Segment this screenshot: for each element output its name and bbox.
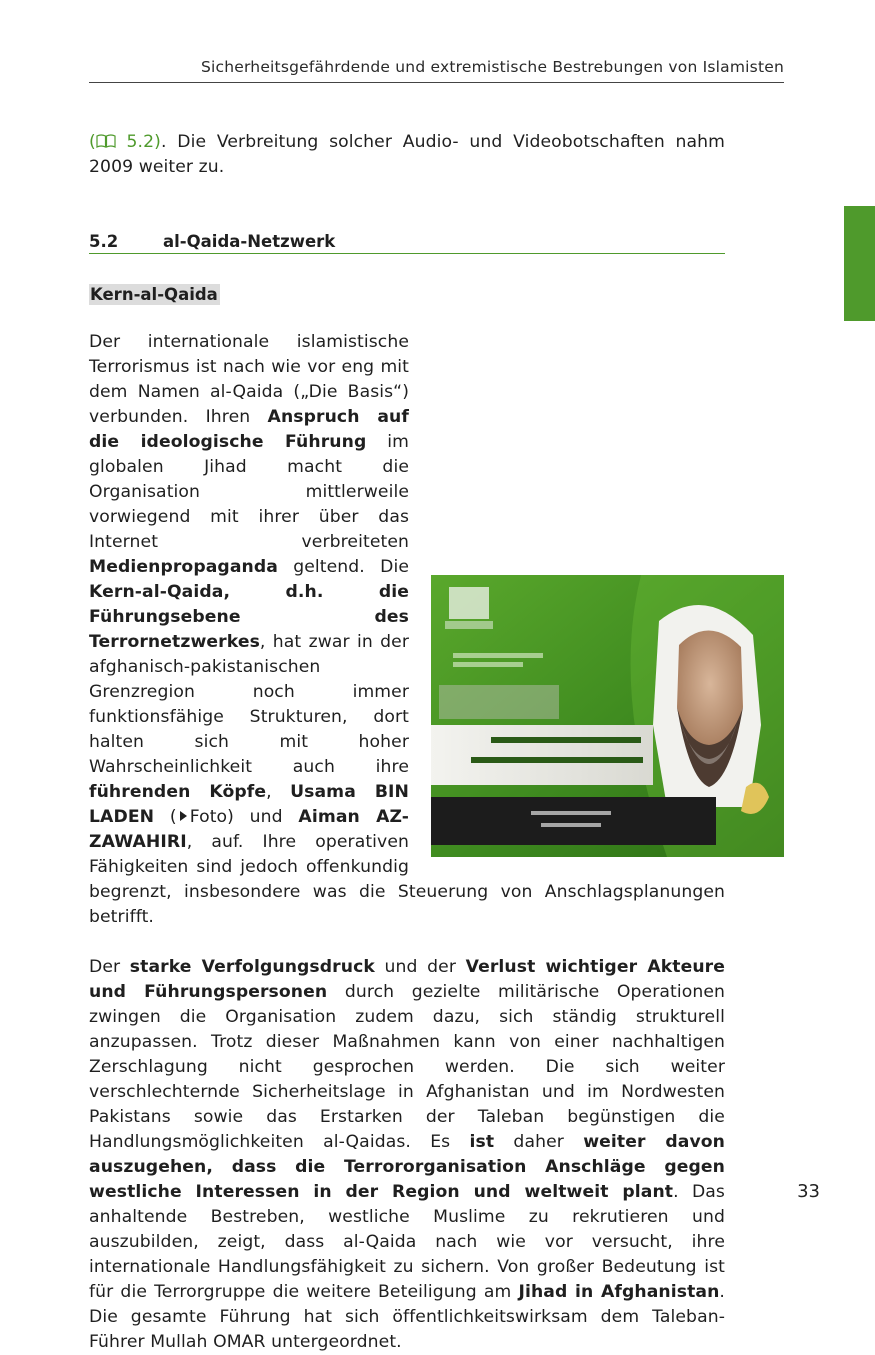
book-icon — [96, 134, 116, 148]
cross-reference[interactable]: ( 5.2) — [89, 132, 161, 152]
intro-text: . Die Verbreitung solcher Audio- und Videobotschaften nahm 2009 weiter zu. — [89, 132, 725, 177]
page-number: 33 — [797, 1181, 820, 1202]
subheading: Kern-al-Qaida — [90, 285, 218, 304]
photo-reference: Foto) und — [189, 807, 299, 827]
intro-paragraph — [89, 130, 725, 180]
video-still-photo — [431, 575, 784, 857]
main-text: Der internationale islamistische Terrorismus ist nach wie vor eng mit dem Namen al-Qaida („Die Basis“) verbunden. Ihren Anspruch auf die ideologische Führung im globalen Jihad macht die Organisation mittlerweile vorwiegend mit ihrer über das Internet verbreiteten Medienpropaganda geltend. Die Kern-al-Qaida, d.h. die Führungsebene des Terrornetzwerkes, hat zwar in der afghanisch-pakistanischen Grenzregion noch immer funktionsfähige Strukturen, dort halten sich mit hoher Wahrscheinlichkeit auch ihre führenden Köpfe, Usama BIN LADEN ( Foto) und Aiman AZ-ZAWAHIRI, auf. Ihre operativen Fähigkeiten sind jedoch offenkundig begrenzt, insbesondere was die Steuerung von Anschlagsplanungen betrifft. Der starke Verfolgungsdruck und der Verlust wichtiger Akteure und Führungspersonen durch gezielte militärische Operationen zwingen die Organisation zudem dazu, sich ständig strukturell anzupassen. Trotz dieser Maßnahmen kann von einer nachhaltigen Zerschlagung nicht gesprochen werden. Die sich weiter verschlechternde Sicherheitslage in Afghanistan und im Nordwesten Pakistans sowie das Erstarken der Taleban begünstigen die Handlungsmöglichkeiten al-Qaidas. Es ist daher weiter davon auszugehen, dass die Terrororganisation Anschläge gegen westliche Interessen in der Region und weltweit plant. Das anhaltende Bestreben, westliche Muslime zu rekrutieren und auszubilden, zeigt, dass al-Qaida nach wie vor versucht, ihre internationale Handlungsfähigkeit zu sichern. Von großer Bedeutung ist für die Terrorgruppe die weitere Beteiligung am Jihad in Afghanistan. Die gesamte Führung hat sich öffentlichkeitswirksam dem Taleban-Führer Mullah OMAR untergeordnet. — [89, 330, 725, 1355]
paragraph-spacer — [89, 930, 725, 955]
section-heading — [89, 232, 725, 254]
arrow-right-icon — [180, 811, 187, 821]
section-number: 5.2 — [89, 232, 119, 251]
section-title: al-Qaida-Netzwerk — [163, 232, 336, 251]
header-rule — [89, 82, 784, 83]
chapter-tab-marker — [844, 206, 875, 321]
running-header: Sicherheitsgefährdende und extremistische Bestrebungen von Islamisten — [200, 58, 784, 76]
